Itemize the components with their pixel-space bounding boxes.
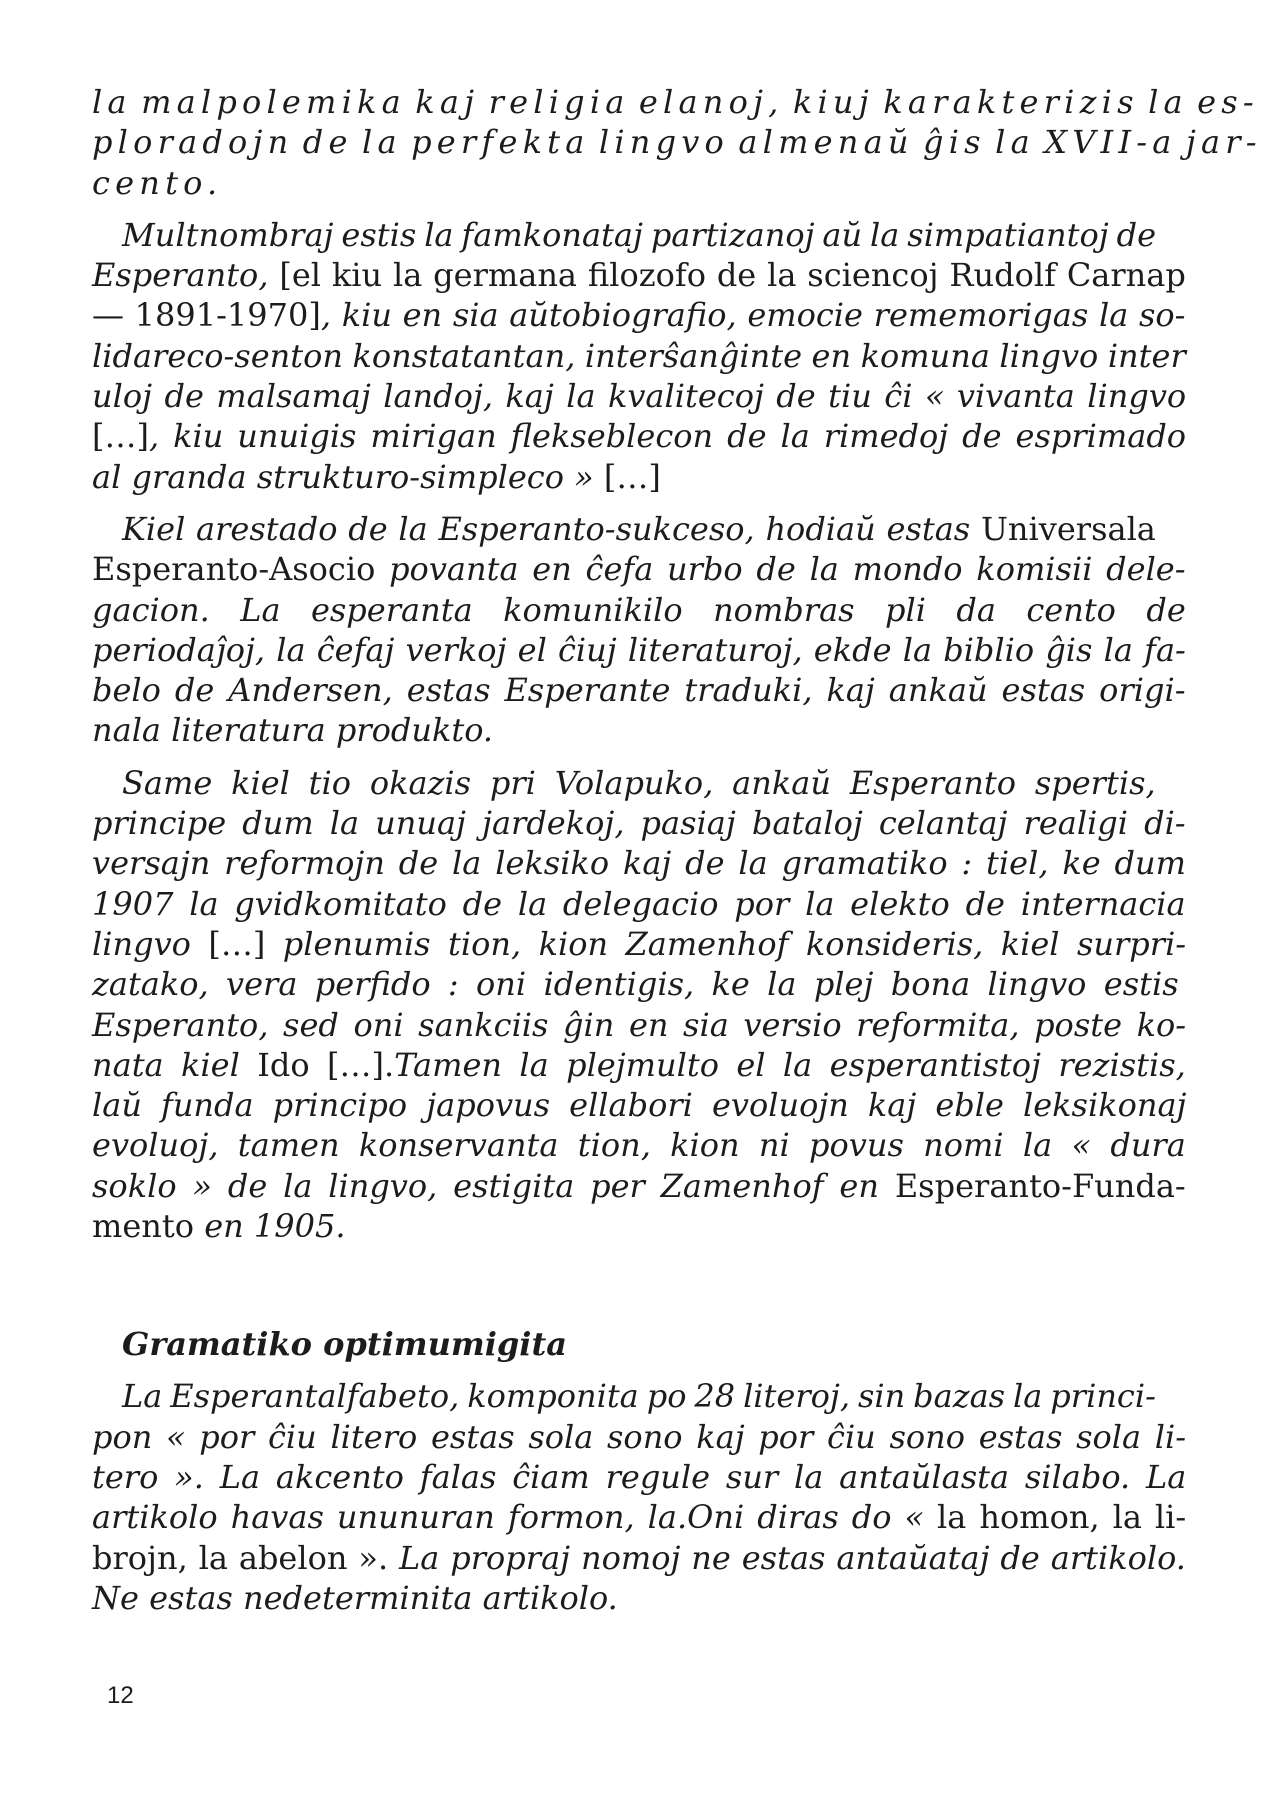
text-line: nala literatura produkto. bbox=[92, 711, 494, 750]
text-line: al granda strukturo-simpleco » […] bbox=[92, 457, 661, 496]
page-number: 12 bbox=[107, 1682, 134, 1709]
text-line: la malpolemika kaj religia elanoj, kiuj karakterizis la es- bbox=[92, 83, 1259, 121]
page-body bbox=[92, 82, 1262, 1618]
text-line: lingvo […] plenumis tion, kion Zamenhof konsideris, kiel surpri- bbox=[92, 924, 1187, 963]
text-line: ploradojn de la perfekta lingvo almenaŭ ĝis la XVII-a jar- bbox=[92, 123, 1262, 162]
text-line: nata kiel Ido […].Tamen la plejmulto el la esperantistoj rezistis, bbox=[92, 1045, 1186, 1084]
text-line: zatako, vera perfido : oni identigis, ke la plej bona lingvo estis bbox=[92, 965, 1179, 1004]
text-line: Same kiel tio okazis pri Volapuko, ankaŭ Esperanto spertis, bbox=[122, 763, 1156, 802]
text-line: Ne estas nedeterminita artikolo. bbox=[92, 1578, 618, 1617]
text-line: La Esperantalfabeto, komponita po 28 literoj, sin bazas la princi- bbox=[122, 1377, 1156, 1416]
text-line: Kiel arestado de la Esperanto-sukceso, hodiaŭ estas Universala bbox=[122, 509, 1156, 548]
text-line: Esperanto, sed oni sankciis ĝin en sia versio reformita, poste ko- bbox=[92, 1005, 1187, 1044]
text-line: […], kiu unuigis mirigan flekseblecon de la rimedoj de esprimado bbox=[92, 417, 1187, 456]
text-line: brojn, la abelon ». La propraj nomoj ne estas antaŭataj de artikolo. bbox=[92, 1538, 1186, 1577]
text-line: Multnombraj estis la famkonataj partizanoj aŭ la simpatiantoj de bbox=[122, 215, 1156, 254]
text-line: Esperanto, [el kiu la germana filozofo de la sciencoj Rudolf Carnap bbox=[92, 256, 1186, 295]
section-heading: Gramatiko optimumigita bbox=[122, 1325, 567, 1364]
text-line: — 1891-1970], kiu en sia aŭtobiografio, emocie rememorigas la so- bbox=[92, 296, 1186, 335]
text-line: lidareco-senton konstatantan, interŝanĝinte en komuna lingvo inter bbox=[92, 336, 1186, 375]
text-line: principe dum la unuaj jardekoj, pasiaj bataloj celantaj realigi di- bbox=[92, 804, 1186, 843]
text-line: evoluoj, tamen konservanta tion, kion ni povus nomi la « dura bbox=[92, 1126, 1186, 1165]
text-line: belo de Andersen, estas Esperante traduki, kaj ankaŭ estas origi- bbox=[92, 671, 1186, 710]
paragraph-2 bbox=[92, 215, 1186, 497]
text-line: cento. bbox=[92, 163, 223, 202]
text-line: Esperanto-Asocio povanta en ĉefa urbo de la mondo komisii dele- bbox=[92, 550, 1186, 589]
text-line: tero ». La akcento falas ĉiam regule sur la antaŭlasta silabo. La bbox=[92, 1457, 1187, 1496]
paragraph-1 bbox=[92, 82, 1262, 203]
text-line: 1907 la gvidkomitato de la delegacio por la elekto de internacia bbox=[92, 884, 1186, 923]
paragraph-5 bbox=[92, 1376, 1186, 1618]
text-line: uloj de malsamaj landoj, kaj la kvalitecoj de tiu ĉi « vivanta lingvo bbox=[92, 377, 1187, 416]
text-line: pon « por ĉiu litero estas sola sono kaj por ĉiu sono estas sola li- bbox=[92, 1417, 1187, 1456]
text-line: artikolo havas ununuran formon, la.Oni diras do « la homon, la li- bbox=[92, 1498, 1187, 1537]
text-line: versajn reformojn de la leksiko kaj de la gramatiko : tiel, ke dum bbox=[92, 844, 1186, 883]
text-line: mento en 1905. bbox=[92, 1207, 346, 1246]
text-line: periodaĵoj, la ĉefaj verkoj el ĉiuj literaturoj, ekde la biblio ĝis la fa- bbox=[92, 630, 1186, 669]
text-line: gacion. La esperanta komunikilo nombras pli da cento de bbox=[92, 590, 1186, 629]
text-line: soklo » de la lingvo, estigita per Zamenhof en Esperanto-Funda- bbox=[92, 1166, 1186, 1205]
paragraph-3 bbox=[92, 509, 1186, 751]
paragraph-4 bbox=[92, 763, 1186, 1247]
text-line: laŭ funda principo japovus ellabori evoluojn kaj eble leksikonaj bbox=[92, 1086, 1187, 1125]
